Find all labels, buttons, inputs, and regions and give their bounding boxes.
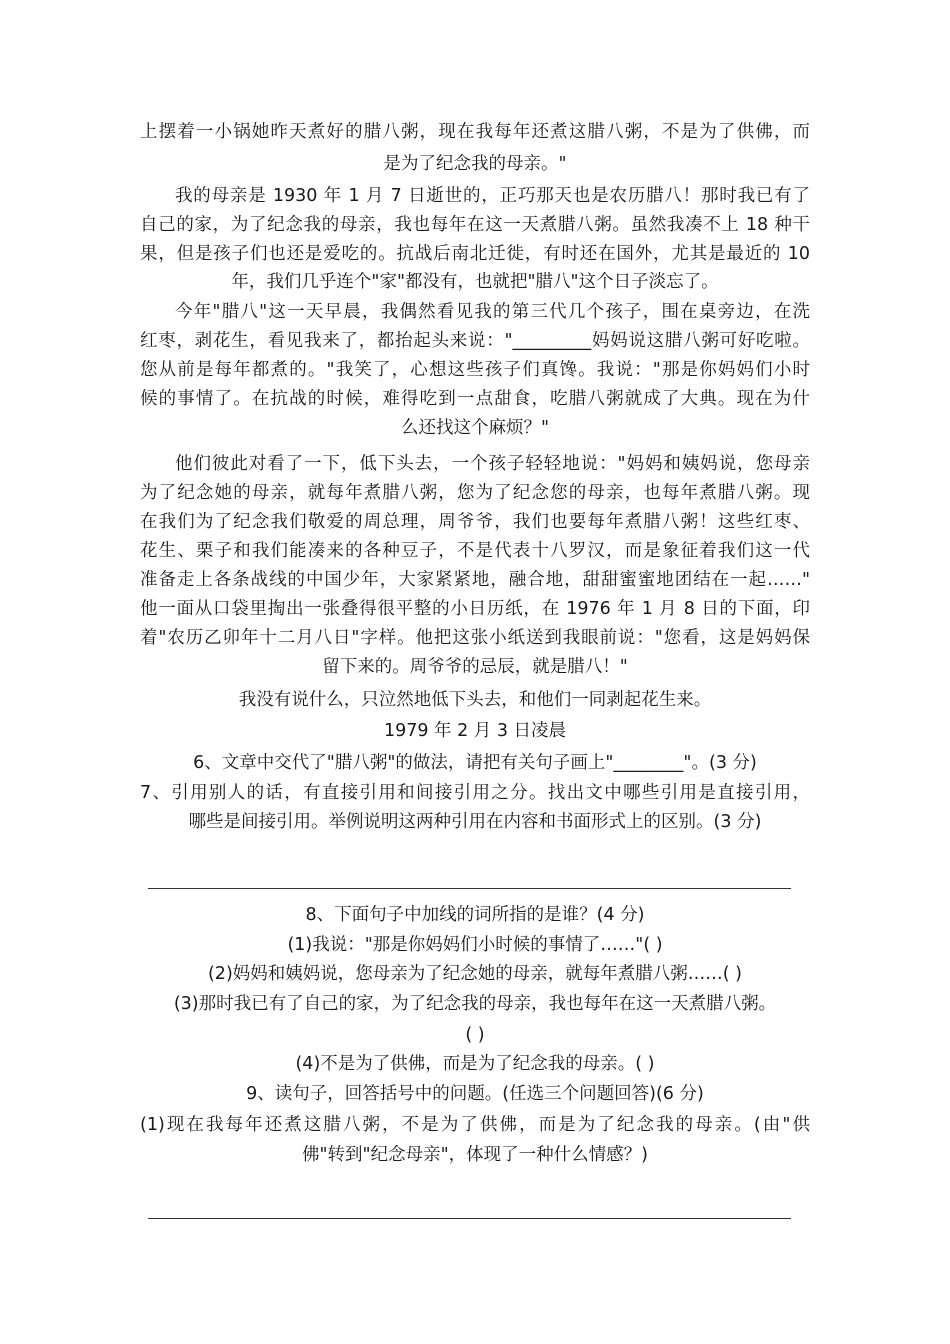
passage-line-17: 他一面从口袋里掏出一张叠得很平整的小日历纸，在 1976 年 1 月 8 日的下面，印 [140, 599, 810, 619]
question-9-item-1-line-2: 佛"转到"纪念母亲"，体现了一种什么情感？) [302, 1145, 648, 1165]
question-9-item-1-line-1: (1)现在我每年还煮这腊八粥，不是为了供佛，而是为了纪念我的母亲。(由"供 [140, 1115, 810, 1135]
passage-line-2: 是为了纪念我的母亲。" [383, 154, 567, 174]
answer-line-q7 [148, 888, 791, 889]
question-8-item-4: (4)不是为了供佛，而是为了纪念我的母亲。( ) [295, 1054, 655, 1074]
passage-line-12: 他们彼此对看了一下，低下头去，一个孩子轻轻地说："妈妈和姨妈说，您母亲 [175, 454, 810, 474]
passage-line-13: 为了纪念她的母亲，就每年煮腊八粥，您为了纪念您的母亲，也每年煮腊八粥。现 [140, 483, 810, 503]
passage-line-14: 在我们为了纪念我们敬爱的周总理，周爷爷，我们也要每年煮腊八粥！这些红枣、 [140, 512, 810, 532]
passage-line-10: 候的事情了。在抗战的时候，难得吃到一点甜食，吃腊八粥就成了大典。现在为什 [140, 389, 810, 409]
question-7-line-1: 7、引用别人的话，有直接引用和间接引用之分。找出文中哪些引用是直接引用， [140, 783, 810, 803]
passage-line-4: 自己的家，为了纪念我的母亲，我也每年在这一天煮腊八粥。虽然我凑不上 18 种干 [140, 215, 810, 235]
question-8-item-3-answer: ( ) [465, 1025, 485, 1045]
passage-line-6: 年，我们几乎连个"家"都没有，也就把"腊八"这个日子淡忘了。 [231, 272, 719, 292]
question-8-item-2: (2)妈妈和姨妈说，您母亲为了纪念她的母亲，就每年煮腊八粥……( ) [207, 964, 742, 984]
question-6: 6、文章中交代了"腊八粥"的做法，请把有关句子画上"________"。(3 分) [193, 753, 757, 773]
answer-line-q9 [148, 1218, 791, 1219]
question-8-item-3: (3)那时我已有了自己的家，为了纪念我的母亲，我也每年在这一天煮腊八粥。 [173, 994, 777, 1014]
passage-line-11: 么还找这个麻烦？" [400, 418, 550, 438]
passage-line-16: 准备走上各条战线的中国少年，大家紧紧地，融合地，甜甜蜜蜜地团结在一起……" [140, 570, 810, 590]
passage-line-18: 着"农历乙卯年十二月八日"字样。他把这张小纸送到我眼前说："您看，这是妈妈保 [140, 628, 810, 648]
passage-line-8: 红枣，剥花生，看见我来了，都抬起头来说："_________妈妈说这腊八粥可好吃啦。 [140, 331, 810, 351]
question-8-item-1: (1)我说："那是你妈妈们小时候的事情了……"( ) [287, 935, 663, 955]
passage-line-7: 今年"腊八"这一天早晨，我偶然看见我的第三代几个孩子，围在桌旁边，在洗 [175, 302, 810, 322]
passage-line-9: 您从前是每年都煮的。"我笑了，心想这些孩子们真馋。我说："那是你妈妈们小时 [140, 360, 810, 380]
passage-line-1: 上摆着一小锅她昨天煮好的腊八粥，现在我每年还煮这腊八粥，不是为了供佛，而 [140, 122, 810, 142]
passage-line-5: 果，但是孩子们也还是爱吃的。抗战后南北迁徙，有时还在国外，尤其是最近的 10 [140, 244, 810, 264]
passage-line-19: 留下来的。周爷爷的忌辰，就是腊八！" [322, 657, 628, 677]
passage-line-3: 我的母亲是 1930 年 1 月 7 日逝世的，正巧那天也是农历腊八！那时我已有了 [175, 186, 810, 206]
passage-line-15: 花生、栗子和我们能凑来的各种豆子，不是代表十八罗汉，而是象征着我们这一代 [140, 541, 810, 561]
question-8: 8、下面句子中加线的词所指的是谁？(4 分) [305, 905, 645, 925]
question-7-line-2: 哪些是间接引用。举例说明这两种引用在内容和书面形式上的区别。(3 分) [188, 812, 762, 832]
passage-date: 1979 年 2 月 3 日凌晨 [383, 721, 567, 741]
passage-line-20: 我没有说什么，只泣然地低下头去，和他们一同剥起花生来。 [238, 690, 712, 710]
question-9: 9、读句子，回答括号中的问题。(任选三个问题回答)(6 分) [246, 1084, 704, 1104]
